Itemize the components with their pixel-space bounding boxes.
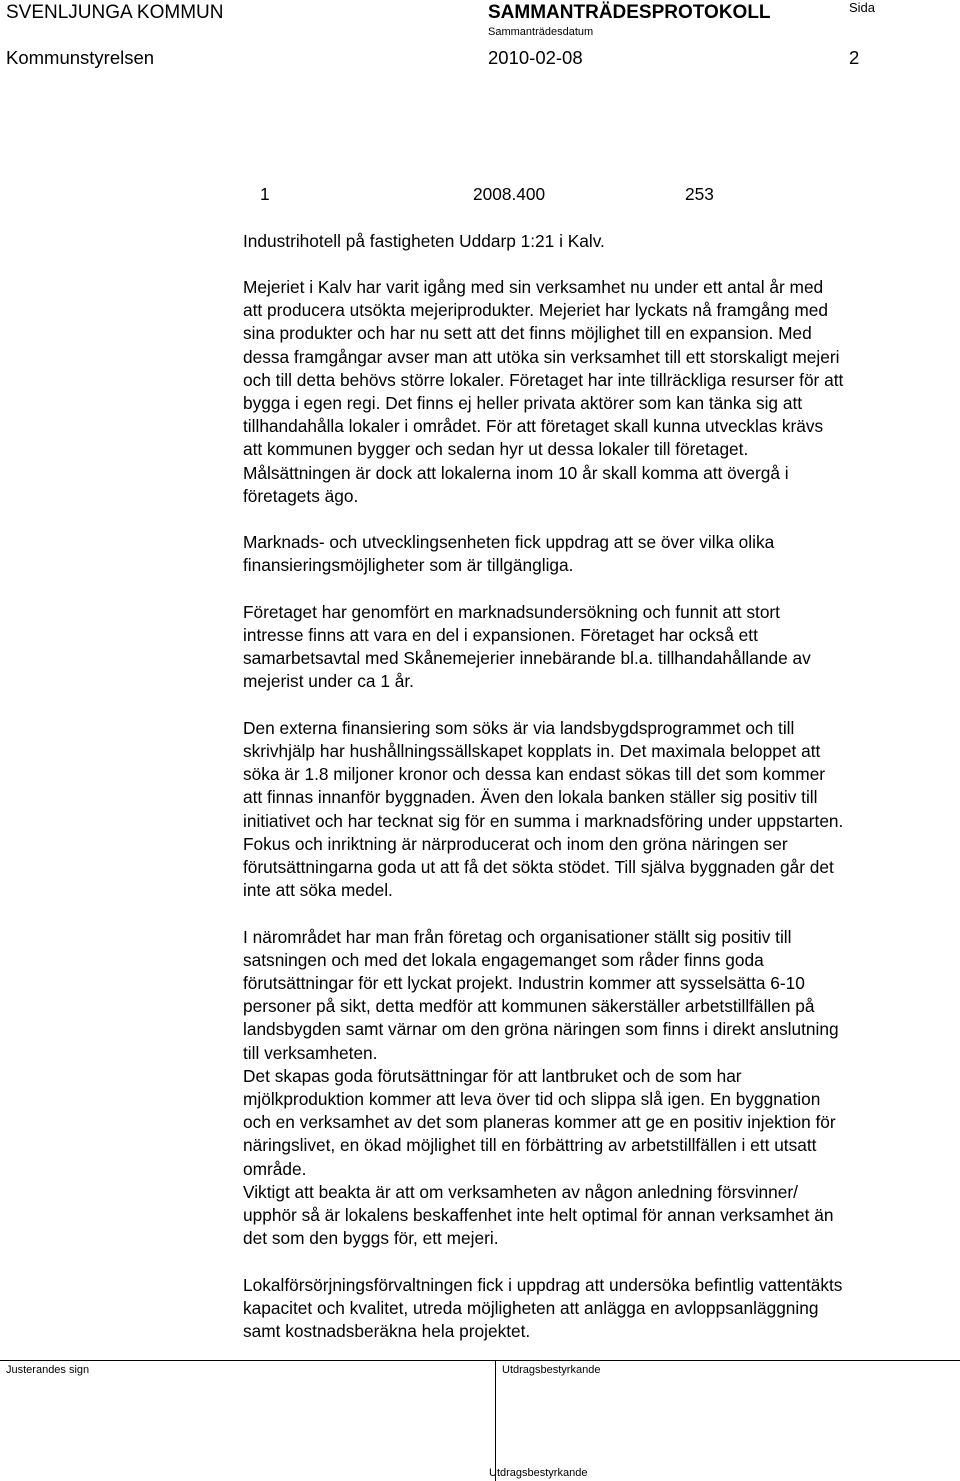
item-number: 1: [260, 184, 270, 204]
text-line: Målsättningen är dock att lokalerna inom 10 år skall komma att övergå i: [243, 462, 789, 483]
text-line: Lokalförsörjningsförvaltningen fick i uppdrag att undersöka befintlig vattentäkts: [243, 1274, 843, 1295]
text-line: samt kostnadsberäkna hela projektet.: [243, 1321, 531, 1342]
text-line: landsbygden samt värnar om den gröna näringen som finns i direkt anslutning: [243, 1019, 839, 1040]
text-line: tillhandahålla lokaler i området. För att företaget skall kunna utvecklas krävs: [243, 416, 824, 437]
text-line: förutsättningar för ett lyckat projekt. Industrin kommer att sysselsätta 6-10: [243, 973, 805, 994]
text-line: Det skapas goda förutsättningar för att lantbruket och de som har: [243, 1065, 742, 1086]
footer-divider: [495, 1360, 496, 1481]
text-line: att kommunen bygger och sedan hyr ut dessa lokaler till företaget.: [243, 439, 749, 460]
text-line: söka är 1.8 miljoner kronor och dessa kan endast sökas till det som kommer: [243, 764, 826, 785]
document-type: SAMMANTRÄDESPROTOKOLL: [488, 2, 771, 23]
text-line: intresse finns att vara en del i expansionen. Företaget har också ett: [243, 625, 758, 646]
text-line: Marknads- och utvecklingsenheten fick uppdrag att se över vilka olika: [243, 532, 775, 553]
document-body: [243, 276, 955, 1343]
page-label: Sida: [849, 0, 876, 15]
paragraph-5: [243, 926, 955, 1251]
text-line: upphör så är lokalens beskaffenhet inte helt optimal för annan verksamhet än: [243, 1205, 834, 1226]
text-line: satsningen och med det lokala engagemanget som råder finns goda: [243, 949, 764, 970]
paragraph-4: [243, 717, 955, 903]
utdragsbestyrkande-label-bottom: Utdragsbestyrkande: [489, 1467, 588, 1479]
text-line: Viktigt att beakta är att om verksamheten av någon anledning försvinner/: [243, 1181, 798, 1202]
text-line: och en verksamhet av det som planeras kommer att ge en positiv injektion för: [243, 1112, 836, 1133]
date-label: Sammanträdesdatum: [488, 26, 594, 38]
text-line: bygga i egen regi. Det finns ej heller privata aktörer som kan tänka sig att: [243, 393, 803, 414]
text-line: mejerist under ca 1 år.: [243, 671, 414, 692]
text-line: dessa framgångar avser man att utöka sin verksamhet till ett storskaligt mejeri: [243, 346, 840, 367]
text-line: skrivhjälp har hushållningssällskapet kopplats in. Det maximala beloppet att: [243, 741, 821, 762]
text-line: det som den byggs för, ett mejeri.: [243, 1228, 499, 1249]
text-line: Mejeriet i Kalv har varit igång med sin verksamhet nu under ett antal år med: [243, 277, 824, 297]
paragraph-1: [243, 276, 955, 508]
text-line: inte att söka medel.: [243, 880, 393, 901]
text-line: område.: [243, 1158, 307, 1179]
meeting-date: 2010-02-08: [488, 47, 583, 68]
text-line: och till detta behövs större lokaler. Företaget har inte tillräckliga resurser för att: [243, 369, 844, 390]
text-line: finansieringsmöjligheter som är tillgängliga.: [243, 555, 574, 576]
committee-name: Kommunstyrelsen: [6, 47, 155, 68]
text-line: personer på sikt, detta medför att kommunen säkerställer arbetstillfällen på: [243, 996, 815, 1017]
text-line: företagets ägo.: [243, 485, 359, 506]
footer-top-rule: [0, 1360, 960, 1361]
text-line: Fokus och inriktning är närproducerat och inom den gröna näringen ser: [243, 833, 788, 854]
text-line: Företaget har genomfört en marknadsundersökning och funnit att stort: [243, 601, 780, 622]
paragraph-6: [243, 1274, 955, 1344]
text-line: initiativet och har tecknat sig för en summa i marknadsföring under uppstarten.: [243, 810, 844, 831]
text-line: kapacitet och kvalitet, utreda möjligheten att anlägga en avloppsanläggning: [243, 1297, 819, 1318]
item-title: Industrihotell på fastigheten Uddarp 1:21 i Kalv.: [243, 231, 605, 251]
paragraph-number: 253: [685, 184, 714, 204]
page-number: 2: [849, 47, 860, 68]
municipality-name: SVENLJUNGA KOMMUN: [6, 2, 224, 23]
utdragsbestyrkande-label-top: Utdragsbestyrkande: [502, 1364, 601, 1376]
text-line: samarbetsavtal med Skånemejerier innebärande bl.a. tillhandahållande av: [243, 648, 811, 669]
text-line: att finnas innanför byggnaden. Även den lokala banken ställer sig positiv till: [243, 787, 818, 808]
text-line: näringslivet, en ökad möjlighet till en förbättring av arbetstillfällen i ett utsatt: [243, 1135, 817, 1156]
text-line: att producera utsökta mejeriprodukter. Mejeriet har lyckats nå framgång med: [243, 300, 828, 321]
text-line: I närområdet har man från företag och organisationer ställt sig positiv till: [243, 926, 792, 947]
text-line: Den externa finansiering som söks är via landsbygdsprogrammet och till: [243, 717, 795, 738]
text-line: mjölkproduktion kommer att leva över tid och slippa slå igen. En byggnation: [243, 1089, 821, 1110]
text-line: till verksamheten.: [243, 1042, 378, 1063]
text-line: förutsättningarna goda ut att få det sökta stödet. Till själva byggnaden går det: [243, 857, 834, 878]
justerandes-sign-label: Justerandes sign: [6, 1364, 90, 1376]
paragraph-2: [243, 531, 955, 577]
paragraph-3: [243, 601, 955, 694]
text-line: sina produkter och har nu sett att det finns möjlighet till en expansion. Med: [243, 323, 812, 344]
case-id: 2008.400: [473, 184, 546, 204]
